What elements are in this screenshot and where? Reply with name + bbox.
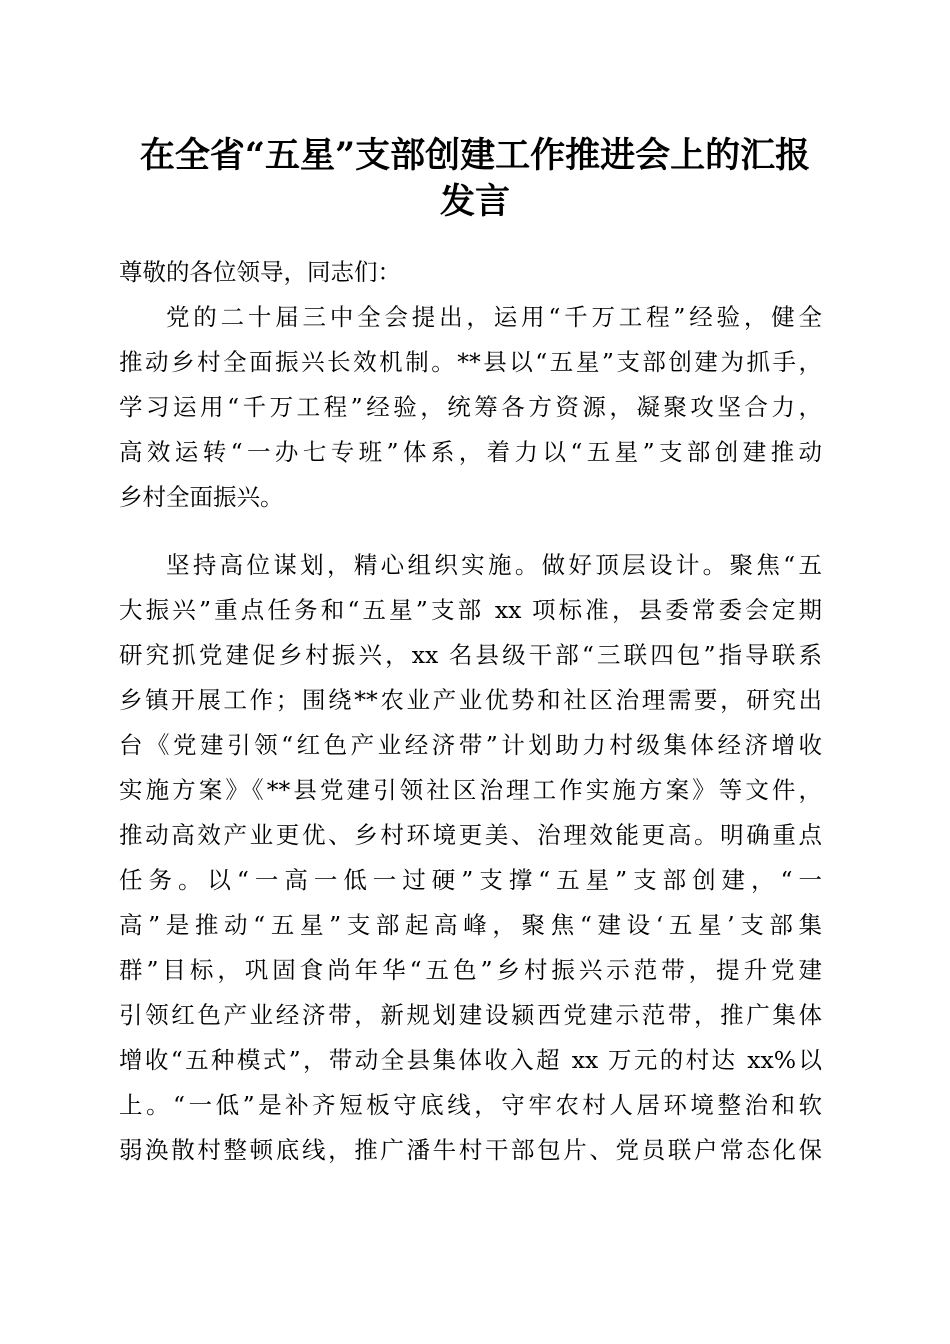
paragraph-1-line-3: 学习运用“千万工程”经验，统筹各方资源，凝聚攻坚合力， [119,393,822,421]
title-line-1: 在全省“五星”支部创建工作推进会上的汇报 [139,135,811,176]
paragraph-2-line-11: 引领红色产业经济带，新规划建设颍西党建示范带，推广集体 [119,1001,822,1029]
paragraph-2-line-14: 弱涣散村整顿底线，推广潘牛村干部包片、党员联户常态化保 [119,1136,822,1164]
title-line-2: 发言 [439,181,510,222]
paragraph-2-line-4: 乡镇开展工作；围绕**农业产业优势和社区治理需要，研究出 [119,686,822,714]
paragraph-2-line-5: 台《党建引领“红色产业经济带”计划助力村级集体经济增收 [119,731,822,759]
paragraph-2-line-1: 坚持高位谋划，精心组织实施。做好顶层设计。聚焦“五 [166,551,822,579]
paragraph-2-line-6: 实施方案》《**县党建引领社区治理工作实施方案》等文件， [119,776,822,804]
paragraph-1-line-2: 推动乡村全面振兴长效机制。**县以“五星”支部创建为抓手， [119,348,822,376]
paragraph-2-line-12: 增收“五种模式”，带动全县集体收入超 xx 万元的村达 xx%以 [119,1046,822,1074]
paragraph-2-line-8: 任务。以“一高一低一过硬”支撑“五星”支部创建，“一 [119,866,822,894]
paragraph-2-line-2: 大振兴”重点任务和“五星”支部 xx 项标准，县委常委会定期 [119,596,822,624]
paragraph-1-line-4: 高效运转“一办七专班”体系，着力以“五星”支部创建推动 [119,438,822,466]
paragraph-2-line-3: 研究抓党建促乡村振兴，xx 名县级干部“三联四包”指导联系 [119,641,822,669]
document-title [110,133,840,225]
salutation: 尊敬的各位领导，同志们： [119,258,401,286]
paragraph-2-line-9: 高”是推动“五星”支部起高峰，聚焦“建设‘五星’支部集 [119,911,822,939]
paragraph-2-line-10: 群”目标，巩固食尚年华“五色”乡村振兴示范带，提升党建 [119,956,822,984]
paragraph-1-line-1: 党的二十届三中全会提出，运用“千万工程”经验，健全 [166,303,822,331]
paragraph-1-line-5: 乡村全面振兴。 [119,483,284,511]
paragraph-2-line-13: 上。“一低”是补齐短板守底线，守牢农村人居环境整治和软 [119,1091,822,1119]
paragraph-2-line-7: 推动高效产业更优、乡村环境更美、治理效能更高。明确重点 [119,821,822,849]
